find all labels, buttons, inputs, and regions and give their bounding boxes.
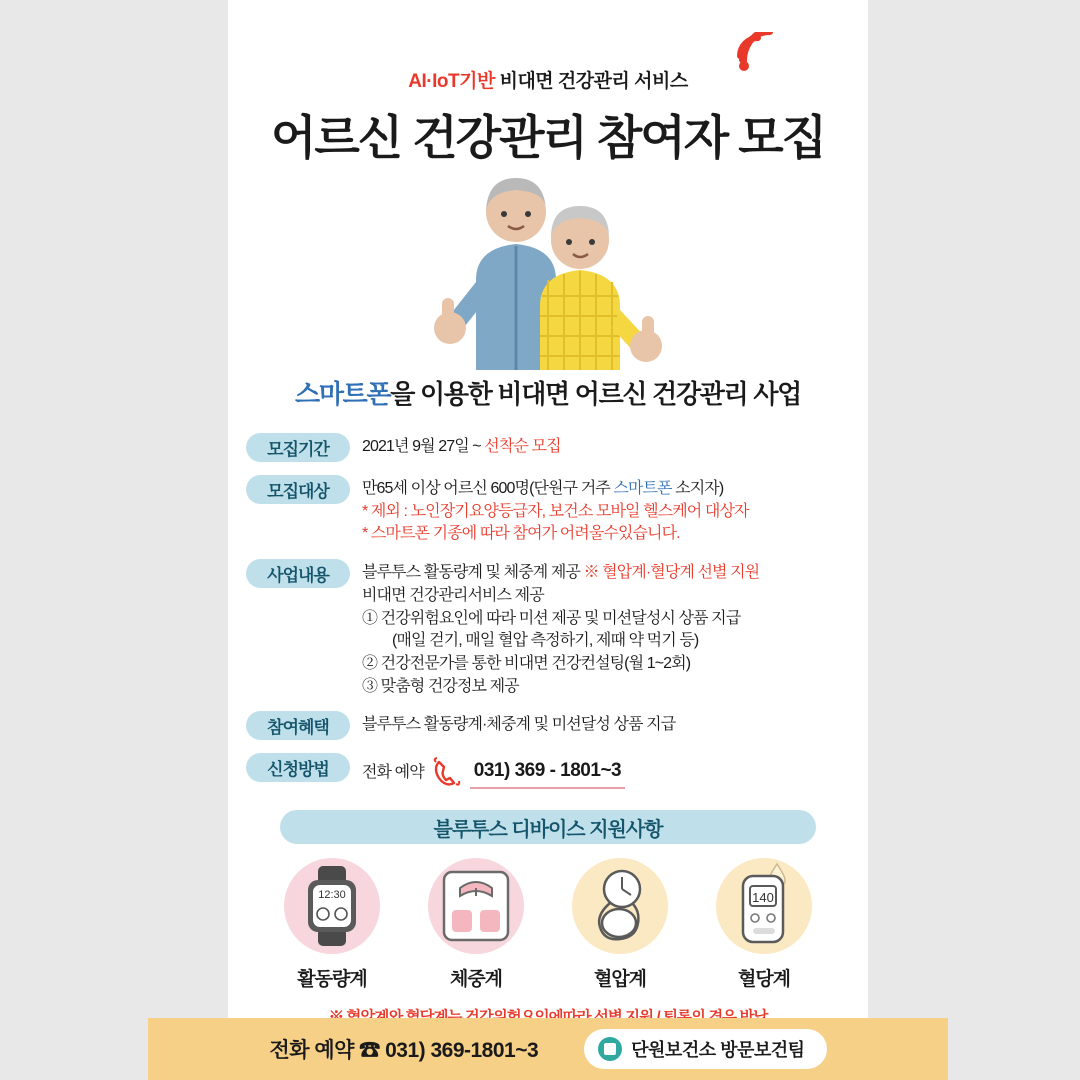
value-benefit: 블루투스 활동량계·체중계 및 미션달성 상품 지급 [362,716,676,734]
label-benefit: 참여혜택 [246,711,350,740]
target-line-3: * 스마트폰 기종에 따라 참여가 어려울수있습니다. [362,525,680,543]
smartwatch-time: 12:30 [318,889,346,902]
info-row-target [246,475,850,546]
target-text-a: 만65세 이상 어르신 600명(단원구 거주 [362,480,614,497]
target-text-blue: 스마트폰 [613,480,672,497]
wifi-signal-icon [736,32,782,72]
device-item-weight-scale [415,858,537,991]
footer-org [584,1029,826,1069]
value-target [362,475,749,546]
value-content [362,559,759,698]
kicker-red: AI·IoT기반 [408,71,495,92]
footer-bar [148,1018,948,1080]
device-name: 혈당계 [737,969,791,991]
subtitle [228,374,868,411]
smartwatch-icon [284,858,380,954]
value-apply [362,753,625,790]
kicker [228,66,868,93]
org-logo-icon [598,1037,622,1061]
phone-icon [430,756,464,790]
poster [228,0,868,1018]
subtitle-highlight: 스마트폰 [295,379,391,409]
device-list [228,858,868,991]
period-highlight: 선착순 모집 [484,438,561,455]
footer-org-label: 단원보건소 방문보건팀 [631,1040,805,1060]
target-text-b: 소지자) [671,480,724,497]
target-line-1 [362,478,749,501]
subtitle-rest: 을 이용한 비대면 어르신 건강관리 사업 [390,379,801,409]
device-item-bp-monitor [559,858,681,991]
blood-pressure-monitor-icon [572,858,668,954]
content-text-a: 블루투스 활동량계 및 체중계 제공 [362,564,584,582]
label-content: 사업내용 [246,559,350,588]
period-text: 2021년 9월 27일 ~ [362,438,485,455]
label-target: 모집대상 [246,475,350,504]
device-name: 혈압계 [593,969,647,991]
content-line-1 [362,562,759,585]
device-name: 체중계 [449,969,503,991]
svg-text:140: 140 [752,890,774,906]
content-line-5: ② 건강전문가를 통한 비대면 건강컨설팅(월 1~2회) [362,655,691,673]
seniors-illustration [228,170,868,370]
content-line-3: ① 건강위험요인에 따라 미션 제공 및 미션달성시 상품 지급 [362,609,741,627]
weight-scale-icon [428,858,524,954]
label-apply: 신청방법 [246,753,350,782]
value-period [362,433,561,459]
device-item-glucose-meter [703,858,825,991]
page-title: 어르신 건강관리 참여자 모집 [271,111,825,164]
info-row-apply [246,753,850,790]
glucose-meter-icon [716,858,812,954]
content-text-red: ※ 혈압계·혈당계 선별 지원 [583,564,760,582]
target-line-2: * 제외 : 노인장기요양등급자, 보건소 모바일 헬스케어 대상자 [362,502,749,520]
kicker-dark: 비대면 건강관리 서비스 [494,71,688,92]
info-rows [228,433,868,790]
content-line-2: 비대면 건강관리서비스 제공 [362,586,544,604]
device-item-activity-tracker [271,858,393,991]
label-period: 모집기간 [246,433,350,462]
footer-phone[interactable]: 전화 예약 ☎ 031) 369-1801~3 [269,1039,539,1062]
info-row-benefit [246,711,850,740]
device-support-banner: 블루투스 디바이스 지원사항 [280,810,816,844]
apply-phone-number[interactable]: 031) 369 - 1801~3 [470,758,625,789]
info-row-period [246,433,850,462]
apply-prefix: 전화 예약 [362,764,424,782]
content-line-4: (매일 걷기, 매일 혈압 측정하기, 제때 약 먹기 등) [392,632,699,650]
device-name: 활동량계 [297,969,367,991]
info-row-content [246,559,850,698]
content-line-6: ③ 맞춤형 건강정보 제공 [362,677,519,695]
